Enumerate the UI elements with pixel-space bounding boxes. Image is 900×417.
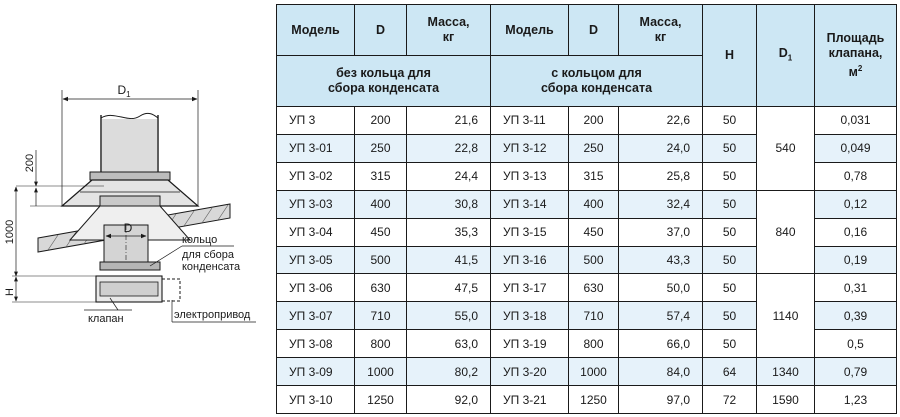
table-row [277,107,897,135]
diameter-cell: 800 [355,330,407,358]
model-without-ring: УП 3 [277,107,355,135]
header-mass-1-line2: кг [442,30,455,44]
model-without-ring: УП 3-09 [277,358,355,386]
h-cell: 50 [703,218,757,246]
h-cell: 50 [703,274,757,302]
ring-label-3: конденсата [182,261,241,273]
technical-drawing [0,0,272,417]
diameter-cell: 200 [569,107,619,135]
model-with-ring: УП 3-18 [491,302,569,330]
model-without-ring: УП 3-01 [277,134,355,162]
diameter-cell: 1250 [569,386,619,414]
model-without-ring: УП 3-04 [277,218,355,246]
mass-cell: 22,6 [619,107,703,135]
h-cell: 50 [703,330,757,358]
model-without-ring: УП 3-10 [277,386,355,414]
model-without-ring: УП 3-08 [277,330,355,358]
model-without-ring: УП 3-06 [277,274,355,302]
header-model-2: Модель [491,5,569,56]
ring-label-2: для сбора [182,249,235,261]
d1-group-cell: 1590 [757,386,815,414]
header-mass-1 [407,5,491,56]
d1-group-cell: 1340 [757,358,815,386]
model-with-ring: УП 3-13 [491,162,569,190]
valve-area-cell: 0,31 [815,274,897,302]
diameter-cell: 1250 [355,386,407,414]
valve-area-cell: 0,79 [815,358,897,386]
diameter-cell: 500 [355,246,407,274]
upper-pipe [101,113,158,172]
header-area-line3: м [848,65,858,80]
header-d1-subscript: 1 [787,53,793,63]
valve-label: клапан [88,313,124,325]
diameter-cell: 315 [355,162,407,190]
diameter-cell: 500 [569,246,619,274]
h-cell: 50 [703,302,757,330]
model-with-ring: УП 3-19 [491,330,569,358]
mass-cell: 25,8 [619,162,703,190]
mass-cell: 41,5 [407,246,491,274]
mass-cell: 66,0 [619,330,703,358]
group-without-line1: без кольца для [336,66,431,80]
header-d-2: D [569,5,619,56]
mass-cell: 37,0 [619,218,703,246]
header-area-superscript: 2 [857,63,863,73]
h-cell: 50 [703,162,757,190]
mass-cell: 35,3 [407,218,491,246]
group-with-line2: сбора конденсата [540,81,653,95]
group-with-ring [491,56,703,107]
header-mass-2-line1: Масса, [639,15,682,29]
svg-text:D1 [117,83,131,99]
h-cell: 50 [703,246,757,274]
diameter-cell: 630 [355,274,407,302]
model-without-ring: УП 3-05 [277,246,355,274]
diameter-cell: 250 [569,134,619,162]
ring-label-1: кольцо [182,234,218,246]
valve-area-cell: 0,031 [815,107,897,135]
header-d1 [757,5,815,107]
spec-table [276,4,897,414]
model-with-ring: УП 3-16 [491,246,569,274]
hood [62,172,198,206]
valve-area-cell: 0,78 [815,162,897,190]
header-area-line2: клапана, [828,45,883,60]
mass-cell: 32,4 [619,190,703,218]
diameter-cell: 450 [569,218,619,246]
mass-cell: 47,5 [407,274,491,302]
d1-subscript: 1 [126,90,131,99]
model-with-ring: УП 3-17 [491,274,569,302]
model-without-ring: УП 3-03 [277,190,355,218]
mass-cell: 24,4 [407,162,491,190]
diameter-cell: 250 [355,134,407,162]
d-label: D [123,221,133,235]
model-with-ring: УП 3-14 [491,190,569,218]
dim-1000-label: 1000 [4,219,16,245]
header-valve-area [815,5,897,107]
header-mass-2 [619,5,703,56]
mass-cell: 57,4 [619,302,703,330]
valve-area-cell: 0,39 [815,302,897,330]
diameter-cell: 1000 [355,358,407,386]
mass-cell: 55,0 [407,302,491,330]
valve-area-cell: 0,5 [815,330,897,358]
header-mass-1-line1: Масса, [427,15,470,29]
mass-cell: 24,0 [619,134,703,162]
table-row [277,386,897,414]
mass-cell: 97,0 [619,386,703,414]
header-d-1: D [355,5,407,56]
diameter-cell: 710 [355,302,407,330]
valve-area-cell: 0,049 [815,134,897,162]
d1-group-cell: 540 [757,107,815,191]
diameter-cell: 1000 [569,358,619,386]
mass-cell: 21,6 [407,107,491,135]
group-with-line1: с кольцом для [551,66,642,80]
model-with-ring: УП 3-20 [491,358,569,386]
dim-h-label: H [4,288,16,296]
d1-group-cell: 840 [757,190,815,274]
diameter-cell: 710 [569,302,619,330]
diameter-cell: 630 [569,274,619,302]
mass-cell: 30,8 [407,190,491,218]
diameter-cell: 450 [355,218,407,246]
d1-group-cell: 1140 [757,274,815,358]
actuator-callout [172,300,256,322]
h-cell: 72 [703,386,757,414]
mass-cell: 84,0 [619,358,703,386]
header-d1-main: D [778,45,788,60]
model-with-ring: УП 3-15 [491,218,569,246]
dim-h [4,277,96,302]
h-cell: 50 [703,190,757,218]
header-model-1: Модель [277,5,355,56]
mass-cell: 50,0 [619,274,703,302]
valve-area-cell: 0,16 [815,218,897,246]
diameter-cell: 800 [569,330,619,358]
header-area-line1: Площадь [826,30,885,45]
model-without-ring: УП 3-02 [277,162,355,190]
model-with-ring: УП 3-11 [491,107,569,135]
diameter-cell: 400 [569,190,619,218]
mass-cell: 92,0 [407,386,491,414]
mass-cell: 63,0 [407,330,491,358]
d1-label: D [117,83,127,97]
actuator-label: электропривод [174,309,251,321]
valve-area-cell: 0,12 [815,190,897,218]
diameter-cell: 315 [569,162,619,190]
valve-area-cell: 1,23 [815,386,897,414]
table-row [277,358,897,386]
diameter-cell: 400 [355,190,407,218]
h-cell: 64 [703,358,757,386]
h-cell: 50 [703,107,757,135]
dim-200-label: 200 [24,153,36,173]
mass-cell: 22,8 [407,134,491,162]
diameter-cell: 200 [355,107,407,135]
h-cell: 50 [703,134,757,162]
table-row [277,274,897,302]
group-without-ring [277,56,491,107]
model-with-ring: УП 3-12 [491,134,569,162]
valve-area-cell: 0,19 [815,246,897,274]
header-mass-2-line2: кг [654,30,667,44]
model-without-ring: УП 3-07 [277,302,355,330]
mass-cell: 43,3 [619,246,703,274]
mass-cell: 80,2 [407,358,491,386]
group-without-line2: сбора конденсата [327,81,440,95]
header-h: H [703,5,757,107]
table-row [277,190,897,218]
model-with-ring: УП 3-21 [491,386,569,414]
